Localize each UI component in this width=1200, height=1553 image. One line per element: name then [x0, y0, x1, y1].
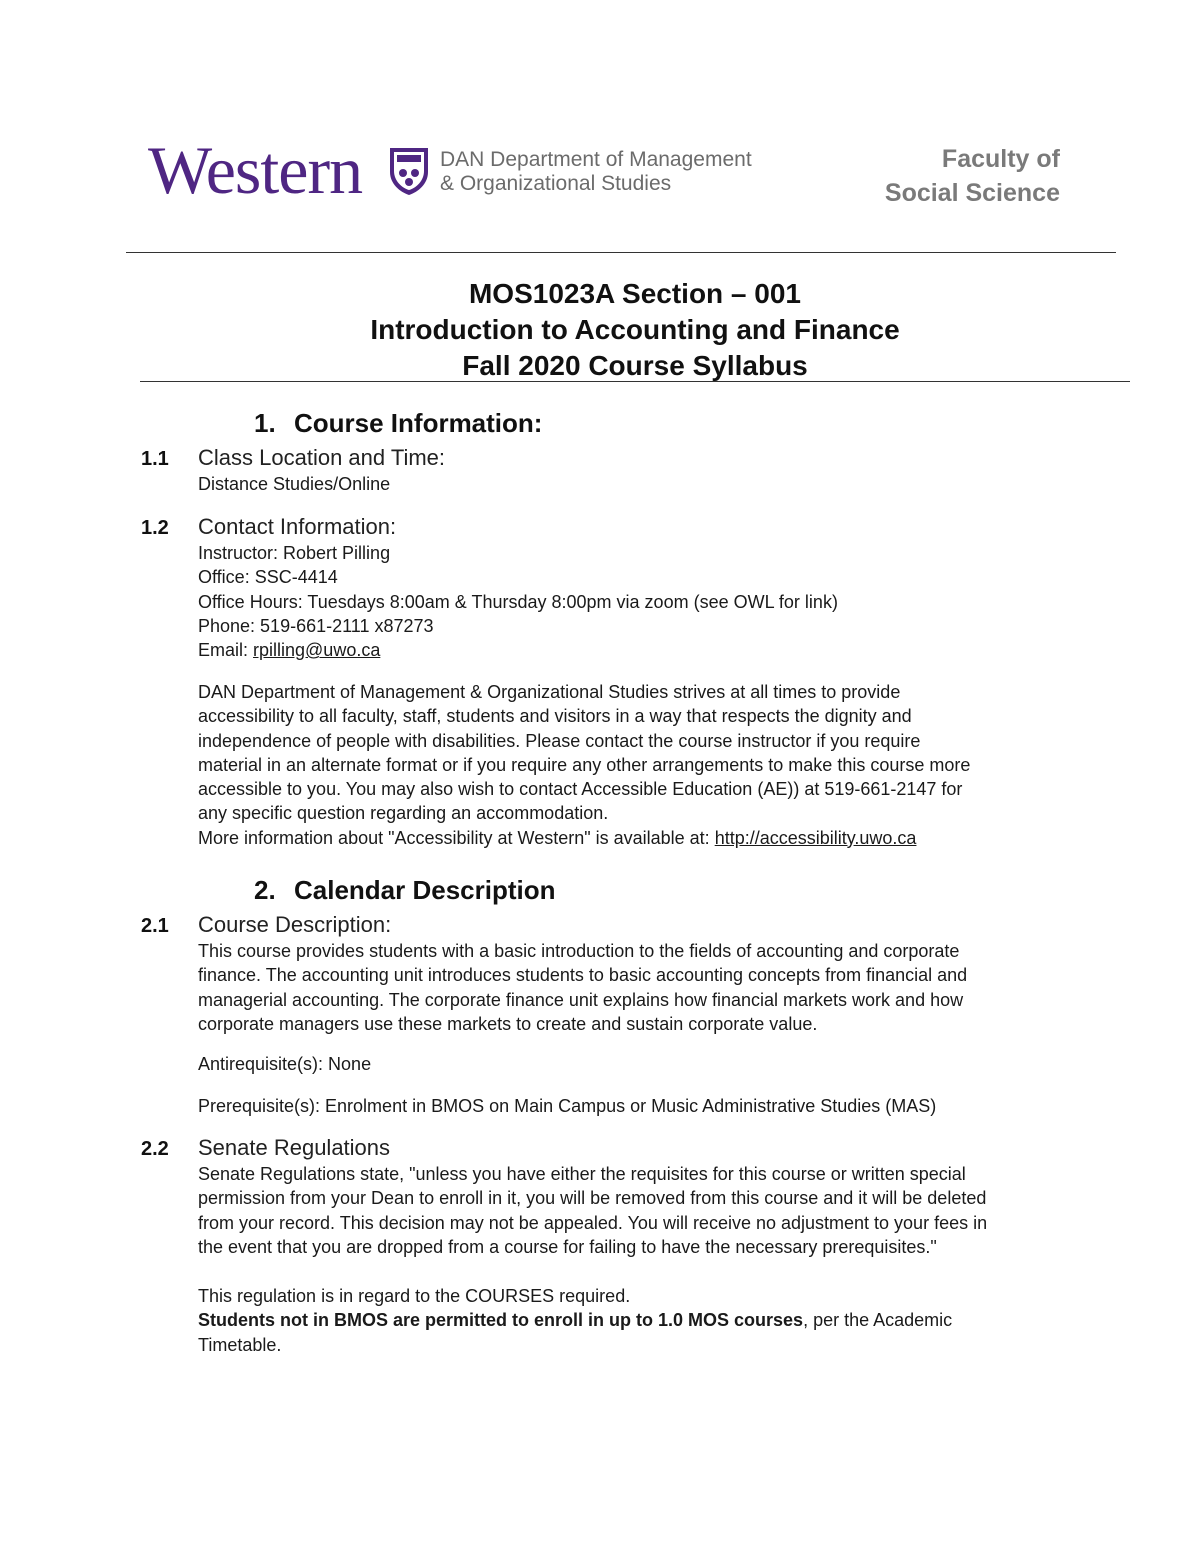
enrolment-note-rest: , per the Academic — [803, 1310, 953, 1331]
enrolment-note — [198, 1308, 952, 1332]
accessibility-line: material in an alternate format or if you require any other arrangements to make this course more — [198, 754, 971, 775]
section-1-number: 1. — [254, 408, 276, 438]
department-line-1: DAN Department of Management — [440, 148, 752, 171]
antirequisites-text: Antirequisite(s): None — [198, 1054, 372, 1074]
accessibility-line: DAN Department of Management & Organizational Studies strives at all times to provide — [198, 682, 901, 702]
class-location-text: Distance Studies/Online — [198, 474, 391, 494]
regulation-line: the event that you are dropped from a course for failing to have the necessary prerequisites." — [198, 1236, 937, 1257]
enrolment-note-bold: Students not in BMOS are permitted to enroll in up to 1.0 MOS courses — [198, 1310, 804, 1331]
department-line-2: & Organizational Studies — [440, 172, 672, 195]
contact-details — [198, 541, 838, 662]
title-divider — [140, 381, 1130, 382]
phone-line: Phone: 519-661-2111 x87273 — [198, 615, 434, 636]
instructor-line: Instructor: Robert Pilling — [198, 543, 391, 563]
subsection-1-2-title: Contact Information: — [198, 514, 397, 539]
faculty-line-2: Social Science — [884, 179, 1060, 207]
western-logo-wordmark: Western — [148, 132, 363, 208]
accessibility-line: any specific question regarding an accommodation. — [198, 803, 609, 824]
accessibility-link[interactable]: http://accessibility.uwo.ca — [714, 827, 917, 848]
description-line: managerial accounting. The corporate finance unit explains how financial markets work and how — [198, 989, 964, 1010]
regulation-line: Senate Regulations state, "unless you have either the requisites for this course or written special — [198, 1164, 966, 1184]
western-crest-icon — [388, 146, 430, 196]
description-line: This course provides students with a basic introduction to the fields of accounting and corporate — [198, 941, 960, 961]
document-title — [140, 276, 1130, 384]
more-info-line — [198, 826, 970, 850]
faculty-name — [820, 142, 1060, 210]
accessibility-line: independence of people with disabilities. Please contact the course instructor if you require — [198, 730, 921, 751]
email-link[interactable]: rpilling@uwo.ca — [253, 640, 381, 661]
faculty-line-1: Faculty of — [941, 145, 1060, 173]
title-term: Fall 2020 Course Syllabus — [462, 350, 808, 381]
more-info-label: More information about "Accessibility at Western" is available at: — [198, 827, 715, 848]
subsection-2-1-number: 2.1 — [141, 915, 169, 937]
regulation-line: permission from your Dean to enroll in it, you will be removed from this course and it will be deleted — [198, 1188, 987, 1209]
email-line — [198, 638, 838, 662]
regulation-note: This regulation is in regard to the COURSES required. — [198, 1286, 631, 1306]
accessibility-line: accessibility to all faculty, staff, students and visitors in a way that respects the dignity and — [198, 706, 912, 727]
subsection-1-1-title: Class Location and Time: — [198, 445, 446, 470]
section-2-title: Calendar Description — [294, 875, 556, 905]
prerequisites-text: Prerequisite(s): Enrolment in BMOS on Main Campus or Music Administrative Studies (MAS) — [198, 1096, 937, 1116]
regulation-notes — [198, 1284, 952, 1357]
description-line: corporate managers use these markets to create and sustain corporate value. — [198, 1013, 818, 1034]
subsection-2-1-title: Course Description: — [198, 912, 392, 937]
title-course-code: MOS1023A Section – 001 — [468, 278, 801, 309]
regulation-line: from your record. This decision may not be appealed. You will receive no adjustment to your fees in — [198, 1212, 988, 1233]
accessibility-statement — [198, 680, 970, 850]
course-description — [198, 939, 967, 1036]
accessibility-line: accessible to you. You may also wish to contact Accessible Education (AE)) at 519-661-2147 for — [198, 779, 963, 800]
senate-regulations-quote — [198, 1162, 987, 1259]
subsection-1-1-number: 1.1 — [141, 448, 169, 470]
email-label: Email: — [198, 640, 254, 661]
enrolment-note-end: Timetable. — [198, 1334, 282, 1355]
subsection-1-2-number: 1.2 — [141, 517, 169, 539]
subsection-2-2-number: 2.2 — [141, 1138, 169, 1160]
office-hours-line: Office Hours: Tuesdays 8:00am & Thursday 8:00pm via zoom (see OWL for link) — [198, 591, 838, 612]
description-line: finance. The accounting unit introduces students to basic accounting concepts from financial and — [198, 965, 968, 986]
subsection-2-2-title: Senate Regulations — [198, 1135, 391, 1160]
office-line: Office: SSC-4414 — [198, 567, 338, 588]
title-course-name: Introduction to Accounting and Finance — [370, 314, 900, 345]
section-1-heading — [254, 408, 542, 438]
section-1-title: Course Information: — [294, 408, 543, 438]
section-2-number: 2. — [254, 875, 276, 905]
department-name — [440, 148, 752, 196]
section-2-heading — [254, 875, 556, 905]
header-divider — [126, 252, 1116, 253]
